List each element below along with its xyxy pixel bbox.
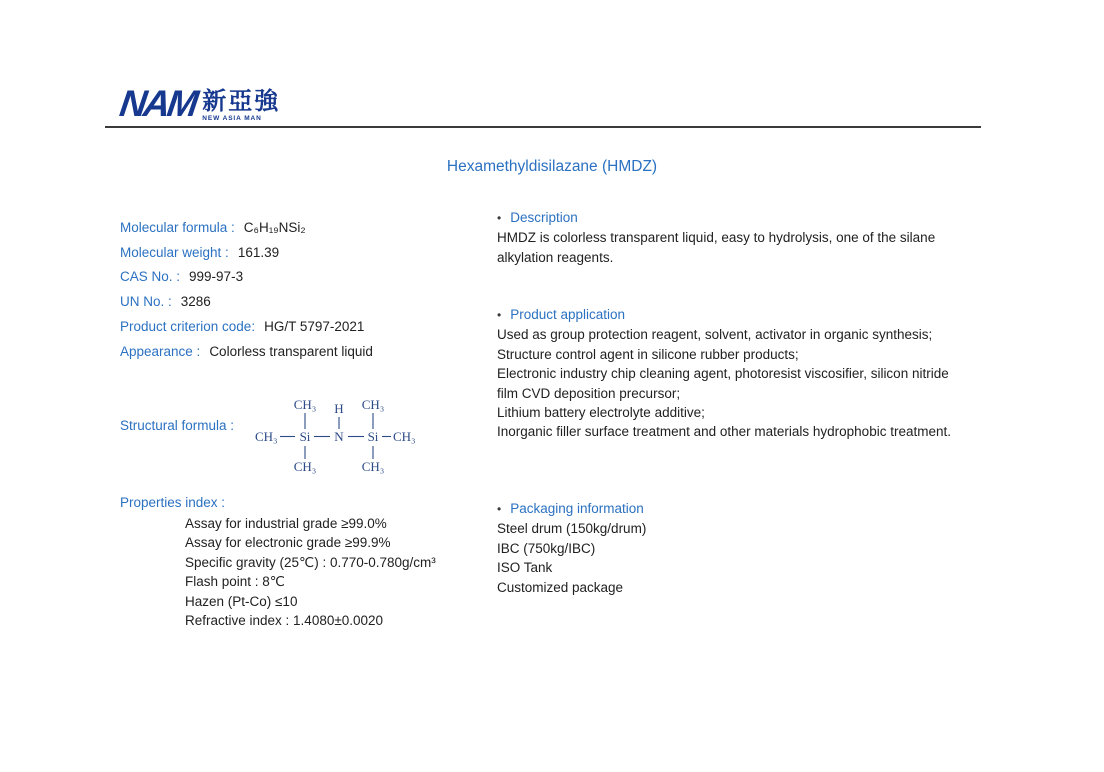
field-appearance xyxy=(120,340,495,365)
logo-chinese-text: 新亞強 xyxy=(202,88,281,115)
page-title: Hexamethyldisilazane (HMDZ) xyxy=(446,158,658,175)
field-product-criterion-code xyxy=(120,315,495,340)
atom-methyl: CH₃ xyxy=(293,459,317,474)
section-paragraph: Structure control agent in silicone rubber products; xyxy=(497,346,799,362)
section-packaging-information xyxy=(497,499,969,597)
property-item: Hazen (Pt-Co) ≤10 xyxy=(185,593,298,609)
logo-tagline-text: NEW ASIA MAN xyxy=(202,115,262,122)
atom-methyl: CH₃ xyxy=(393,429,416,444)
atom-methyl: CH₃ xyxy=(293,397,317,412)
section-description xyxy=(497,208,969,267)
section-paragraph: ISO Tank xyxy=(497,560,553,576)
atom-silicon: Si xyxy=(367,429,379,444)
section-paragraph: IBC (750kg/IBC) xyxy=(497,540,596,556)
section-heading xyxy=(497,208,969,228)
property-item: Flash point : 8℃ xyxy=(185,574,285,590)
details-column xyxy=(497,208,969,628)
atom-nitrogen: N xyxy=(334,429,344,444)
field-label: Molecular formula : xyxy=(120,220,235,235)
field-un-no xyxy=(120,290,495,315)
bullet-icon: • xyxy=(497,211,502,225)
logo-abbr-text: NAM xyxy=(117,83,199,124)
bullet-icon: • xyxy=(497,308,502,322)
property-item: Assay for industrial grade ≥99.0% xyxy=(185,516,387,531)
section-paragraph: Used as group protection reagent, solvent, activator in organic synthesis; xyxy=(497,327,933,343)
atom-methyl: CH₃ xyxy=(361,459,385,474)
logo-right-block xyxy=(202,86,280,122)
section-paragraph: Steel drum (150kg/drum) xyxy=(497,521,647,537)
field-cas-no xyxy=(120,265,495,290)
field-molecular-formula xyxy=(120,216,495,241)
field-value: 3286 xyxy=(180,294,211,310)
section-heading xyxy=(497,305,969,325)
structural-formula-label: Structural formula : xyxy=(120,418,235,433)
atom-silicon: Si xyxy=(299,429,311,444)
section-paragraph: Electronic industry chip cleaning agent, photoresist viscosifier, silicon nitride film CVD deposition precursor; xyxy=(497,366,949,401)
section-heading-text: Packaging information xyxy=(510,501,644,516)
field-value: C₆H₁₉NSi₂ xyxy=(243,220,306,235)
section-paragraph: Customized package xyxy=(497,579,624,595)
property-item: Refractive index : 1.4080±0.0020 xyxy=(185,613,384,629)
section-paragraph: Lithium battery electrolyte additive; xyxy=(497,405,705,421)
properties-index-list xyxy=(185,514,436,630)
field-label: UN No. : xyxy=(120,294,172,310)
atom-methyl: CH₃ xyxy=(255,429,278,444)
property-item: Assay for electronic grade ≥99.9% xyxy=(185,535,391,551)
field-label: CAS No. : xyxy=(120,269,181,285)
section-heading xyxy=(497,499,969,519)
structural-formula-diagram xyxy=(255,396,420,474)
product-info-column xyxy=(120,216,495,636)
atom-hydrogen: H xyxy=(334,401,344,416)
field-molecular-weight xyxy=(120,241,495,266)
section-heading-text: Product application xyxy=(510,307,626,322)
field-label: Appearance : xyxy=(120,343,201,359)
field-label: Product criterion code: xyxy=(120,318,256,334)
company-logo xyxy=(117,83,281,124)
field-label: Molecular weight : xyxy=(120,244,229,260)
field-value: 999-97-3 xyxy=(189,269,244,285)
section-heading-text: Description xyxy=(510,210,578,225)
field-value: Colorless transparent liquid xyxy=(209,343,373,359)
field-value: 161.39 xyxy=(237,244,280,260)
bullet-icon: • xyxy=(497,502,502,516)
field-value: HG/T 5797-2021 xyxy=(264,318,365,334)
property-item: Specific gravity (25℃) : 0.770-0.780g/cm³ xyxy=(185,554,436,570)
section-product-application xyxy=(497,305,969,442)
section-paragraph: HMDZ is colorless transparent liquid, easy to hydrolysis, one of the silane alkylation reagents. xyxy=(497,230,936,265)
section-paragraph: Inorganic filler surface treatment and other materials hydrophobic treatment. xyxy=(497,424,951,440)
atom-methyl: CH₃ xyxy=(361,397,385,412)
header-divider xyxy=(105,126,981,128)
properties-index-label: Properties index : xyxy=(120,495,226,510)
